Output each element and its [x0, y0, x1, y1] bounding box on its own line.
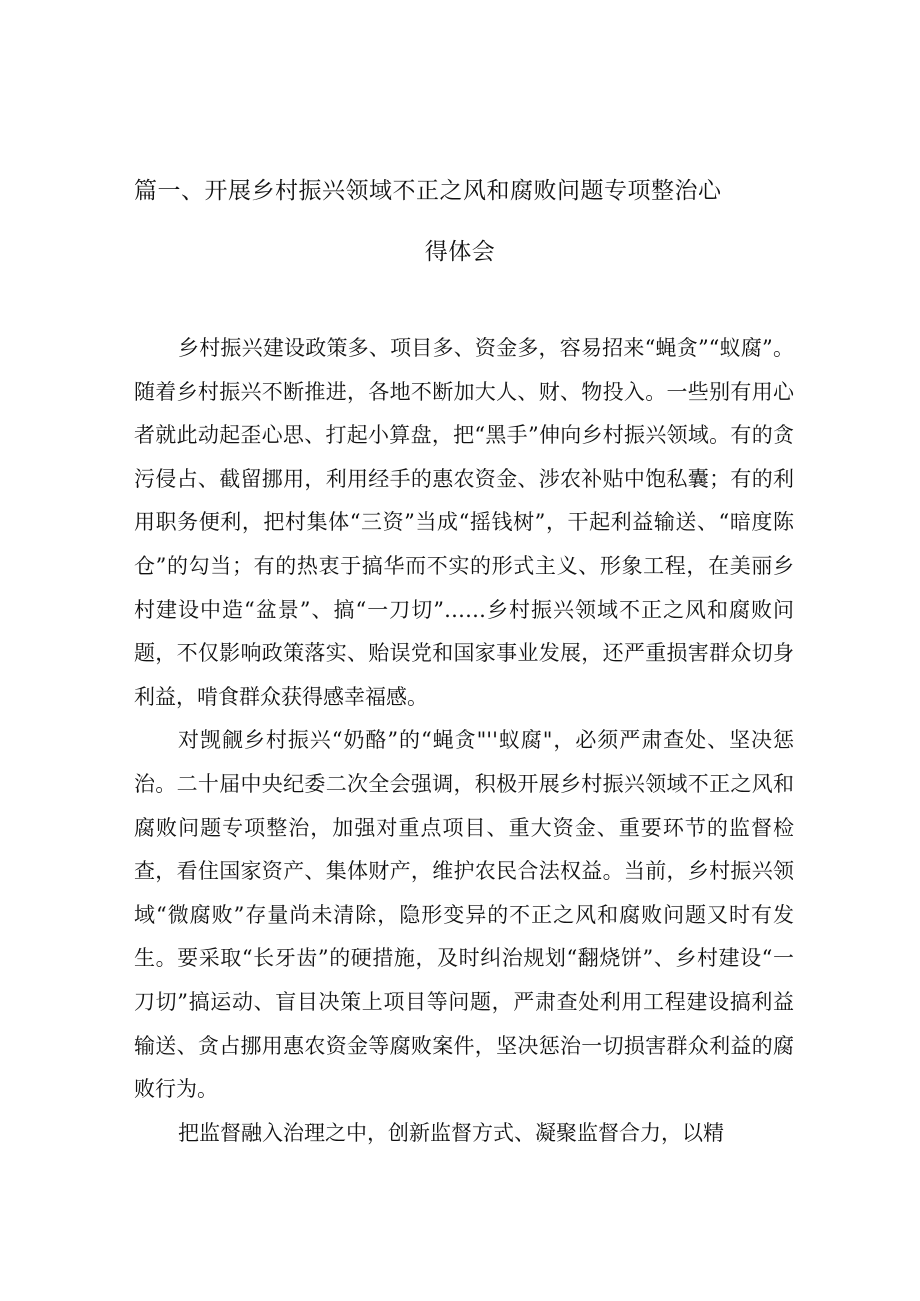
document-title-line-1: 篇一、开展乡村振兴领域不正之风和腐败问题专项整治心 [134, 178, 722, 204]
body-paragraph-1: 乡村振兴建设政策多、项目多、资金多，容易招来“蝇贪”“蚁腐”。随着乡村振兴不断推进，各地不断加大人、财、物投入。一些别有用心者就此动起歪心思、打起小算盘，把“黑手”伸向乡村振兴领域。有的贪污侵占、截留挪用，利用经手的惠农资金、涉农补贴中饱私囊；有的利用职务便利，把村集体“三资”当成“摇钱树”，干起利益输送、“暗度陈仓”的勾当；有的热衷于搞华而不实的形式主义、形象工程，在美丽乡村建设中造“盆景”、搞“一刀切”……乡村振兴领域不正之风和腐败问题，不仅影响政策落实、贻误党和国家事业发展，还严重损害群众切身利益，啃食群众获得感幸福感。 [134, 336, 794, 709]
document-body [134, 327, 794, 1155]
document-title-line-2: 得体会 [424, 239, 496, 265]
body-paragraph-2: 对觊觎乡村振兴“奶酪”的“蝇贪"''蚁腐"，必须严肃查处、坚决惩治。二十届中央纪委二次全会强调，积极开展乡村振兴领域不正之风和腐败问题专项整治，加强对重点项目、重大资金、重要环节的监督检查，看住国家资产、集体财产，维护农民合法权益。当前，乡村振兴领域“微腐败”存量尚未清除，隐形变异的不正之风和腐败问题又时有发生。要采取“长牙齿”的硬措施，及时纠治规划“翻烧饼”、乡村建设“一刀切”搞运动、盲目决策上项目等问题，严肃查处利用工程建设搞利益输送、贪占挪用惠农资金等腐败案件，坚决惩治一切损害群众利益的腐败行为。 [134, 728, 794, 1102]
body-paragraph-3: 把监督融入治理之中，创新监督方式、凝聚监督合力，以精 [178, 1120, 724, 1145]
